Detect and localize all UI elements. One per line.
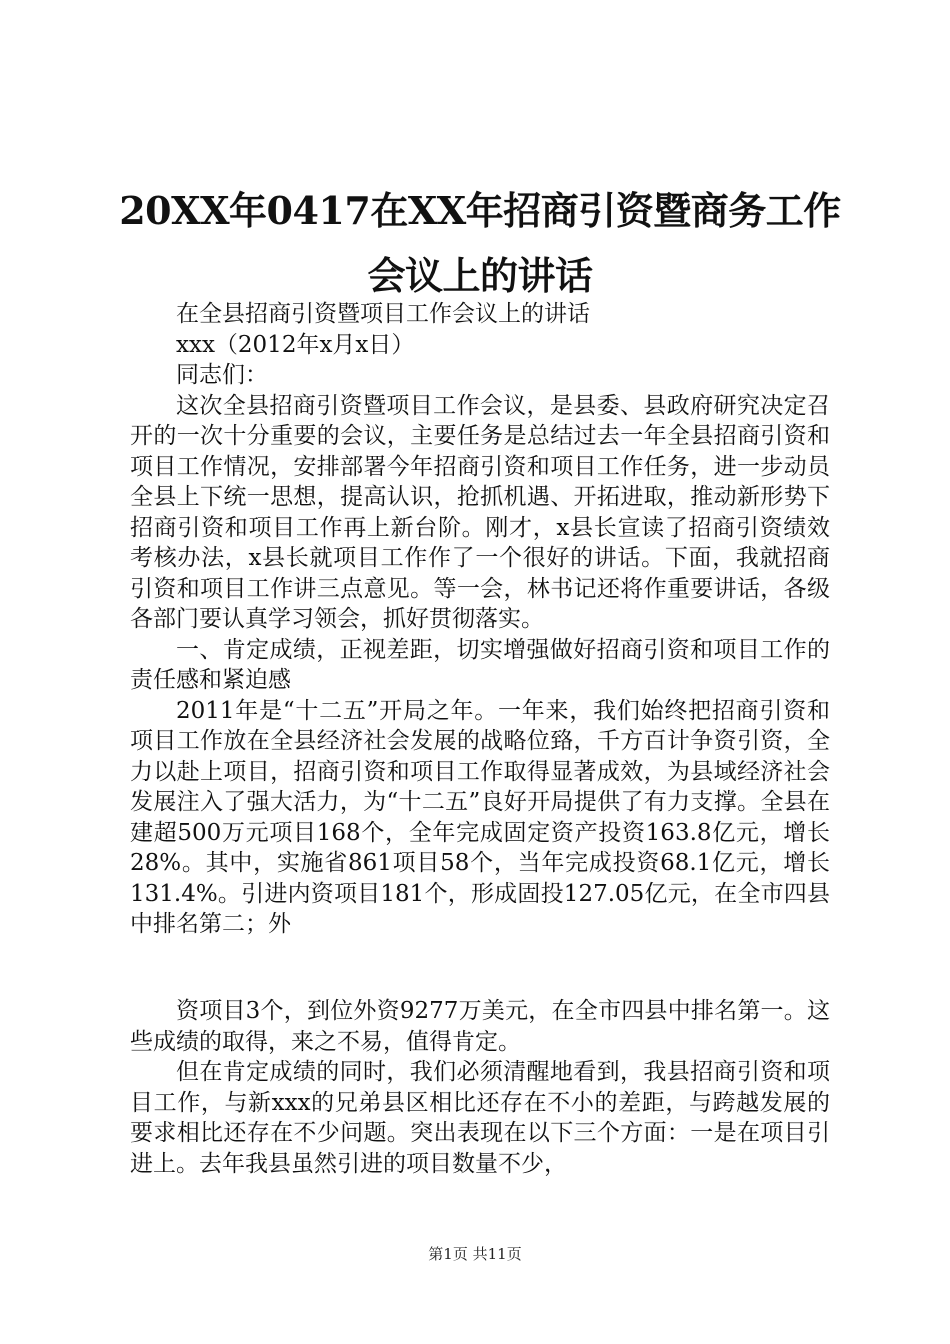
paragraph-achievements: 2011年是“十二五”开局之年。一年来，我们始终把招商引资和项目工作放在全县经济社会发展的战略位臵，千方百计争资引资，全力以赴上项目，招商引资和项目工作取得显著成效，为县域经济社会发展注入了强大活力，为“十二五”良好开局提供了有力支撑。全县在建超500万元项目168个，全年完成固定资产投资163.8亿元，增长28%。其中，实施省861项目58个，当年完成投资68.1亿元，增长131.4%。引进内资项目181个，形成固投127.05亿元，在全市四县中排名第二；外 — [130, 697, 830, 937]
paragraph-intro: 这次全县招商引资暨项目工作会议，是县委、县政府研究决定召开的一次十分重要的会议，主要任务是总结过去一年全县招商引资和项目工作情况，安排部署今年招商引资和项目工作任务，进一步动员全县上下统一思想，提高认识，抢抓机遇、开拓进取，推动新形势下招商引资和项目工作再上新台阶。刚才，x县长宣读了招商引资绩效考核办法，x县长就项目工作作了一个很好的讲话。下面，我就招商引资和项目工作讲三点意见。等一会，林书记还将作重要讲话，各级各部门要认真学习领会，抓好贯彻落实。 — [130, 392, 830, 632]
paragraph-subtitle: 在全县招商引资暨项目工作会议上的讲话 — [176, 301, 590, 327]
page-footer: 第1页 共11页 — [428, 1245, 522, 1263]
section-heading-1: 一、肯定成绩，正视差距，切实增强做好招商引资和项目工作的责任感和紧迫感 — [130, 636, 830, 693]
paragraph-gaps: 但在肯定成绩的同时，我们必须清醒地看到，我县招商引资和项目工作，与新xxx的兄弟县区相比还存在不小的差距，与跨越发展的要求相比还存在不少问题。突出表现在以下三个方面：一是在项目引进上。去年我县虽然引进的项目数量不少， — [130, 1059, 830, 1177]
paragraph-author-date: xxx（2012年x月x日） — [176, 331, 415, 358]
body-text-block-2 — [130, 996, 830, 1179]
paragraph-foreign-investment: 资项目3个，到位外资9277万美元，在全市四县中排名第一。这些成绩的取得，来之不易，值得肯定。 — [130, 998, 830, 1055]
document-title: 20XX年0417在XX年招商引资暨商务工作会议上的讲话 — [119, 188, 841, 298]
body-text-block-1 — [130, 299, 830, 940]
paragraph-salutation: 同志们： — [176, 362, 268, 388]
